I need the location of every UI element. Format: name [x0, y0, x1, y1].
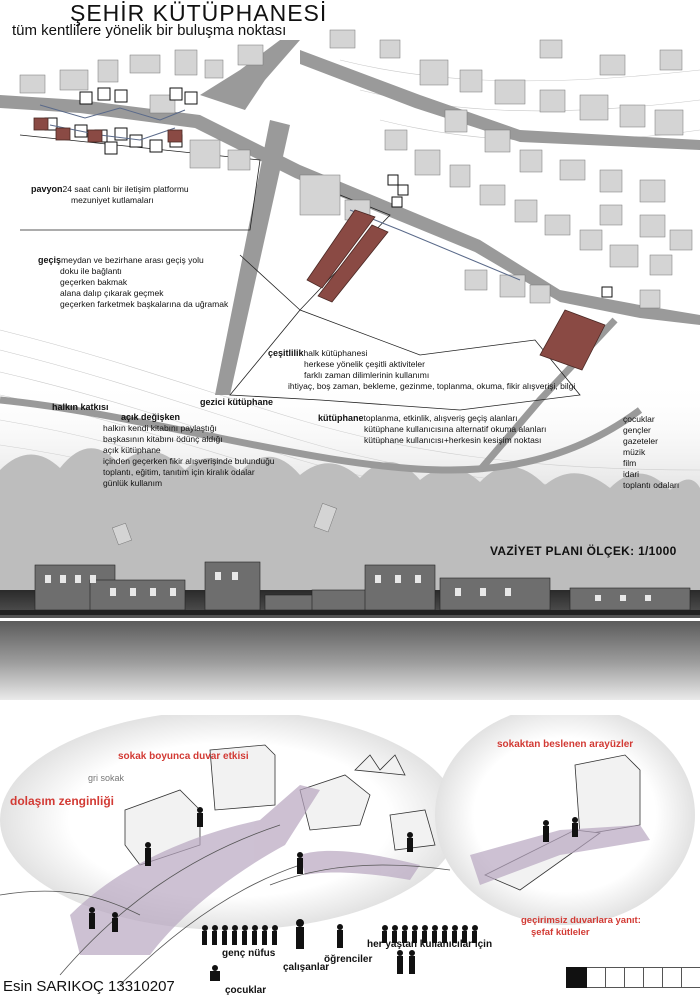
label-gri-sokak: gri sokak [88, 773, 125, 783]
label-gecirimsiz-1: geçirimsiz duvarlara yanıt: [521, 915, 641, 926]
note-gecis-line: geçerken farketmek başkalarına da uğramak [60, 299, 229, 309]
label-gecirimsiz-2: şefaf kütleler [531, 927, 590, 938]
author-credit: Esin SARIKOÇ 13310207 [3, 978, 175, 995]
label-sokak-boyunca: sokak boyunca duvar etkisi [118, 751, 249, 762]
sheet-index-cell [606, 967, 625, 988]
user-label-calisanlar: çalışanlar [283, 962, 330, 973]
sheet-index-cell-active [566, 967, 587, 988]
note-halkin-katkisi: halkın katkısı [52, 402, 109, 412]
sheet-index-cell [663, 967, 682, 988]
note-acik-degisken [103, 412, 275, 489]
note-gecis [38, 255, 228, 310]
right-program-list [623, 414, 679, 491]
note-kutuphane-head: kütüphane [318, 413, 364, 423]
note-cesitlilik-line: ihtiyaç, boş zaman, bekleme, gezinme, toplanma, okuma, fikir alışverişi, bilgi [288, 381, 576, 391]
sheet-index [566, 967, 700, 988]
user-label-cocuklar: çocuklar [225, 985, 267, 996]
note-acik-line: halkın kendi kitabını paylaştığı [103, 423, 217, 433]
note-acik-line: toplantı, eğitim, tanıtım için kiralık odalar [103, 467, 255, 477]
note-kutuphane-line: toplanma, etkinlik, alışveriş geçiş alanları [363, 413, 518, 423]
program-item: çocuklar [623, 414, 655, 424]
sheet-index-cell [644, 967, 663, 988]
note-gecis-head: geçiş [38, 255, 62, 265]
note-pavyon [31, 184, 189, 206]
program-item: film [623, 458, 637, 468]
note-acik-line: başkasının kitabını ödünç aldığı [103, 434, 223, 444]
note-pavyon-line: mezuniyet kutlamaları [71, 195, 154, 205]
note-acik-head: açık değişken [121, 412, 181, 422]
user-label-her-yastan: her yaştan kullanıcılar için [367, 939, 493, 950]
page-title: ŞEHİR KÜTÜPHANESİ [70, 0, 328, 26]
note-cesitlilik-head: çeşitlilik [268, 348, 304, 358]
note-kutuphane [318, 413, 546, 446]
user-label-ogrenciler: öğrenciler [324, 954, 373, 965]
note-kutuphane-line: kütüphane kullanıcısı+herkesin kesişim noktası [364, 435, 542, 445]
note-acik-line: açık kütüphane [103, 445, 161, 455]
note-gezici-kutuphane: gezici kütüphane [200, 397, 274, 407]
note-pavyon-head: pavyon [31, 184, 63, 194]
note-gecis-line: doku ile bağlantı [60, 266, 122, 276]
note-kutuphane-line: kütüphane kullanıcısına alternatif okuma alanları [364, 424, 547, 434]
user-label-genc-nufus: genç nüfus [222, 948, 276, 959]
note-cesitlilik-line: herkese yönelik çeşitli aktiviteler [304, 359, 425, 369]
label-dolasim-zenginligi: dolaşım zenginliği [10, 794, 115, 808]
note-gecis-line: geçerken bakmak [60, 277, 128, 287]
note-acik-line: içinden geçerken fikir alışverişinde bulunduğu [103, 456, 275, 466]
sheet-index-cell [587, 967, 606, 988]
note-pavyon-line: 24 saat canlı bir iletişim platformu [62, 184, 189, 194]
scale-label: VAZİYET PLANI ÖLÇEK: 1/1000 [490, 544, 677, 558]
program-item: toplantı odaları [623, 480, 680, 490]
note-acik-line: günlük kullanım [103, 478, 163, 488]
note-cesitlilik-line: halk kütüphanesi [303, 348, 368, 358]
note-gecis-line: alana dalıp çıkarak geçmek [60, 288, 164, 298]
note-cesitlilik [268, 348, 575, 392]
note-cesitlilik-line: farklı zaman dilimlerinin kullanımı [304, 370, 430, 380]
program-item: gazeteler [623, 436, 658, 446]
library-buildings [34, 118, 605, 370]
note-gecis-line: meydan ve bezirhane arası geçiş yolu [61, 255, 204, 265]
program-item: gençler [623, 425, 651, 435]
program-item: müzik [623, 447, 646, 457]
sheet-index-cell [682, 967, 700, 988]
label-sokaktan-beslenen: sokaktan beslenen arayüzler [497, 739, 634, 750]
program-item: idari [623, 469, 640, 479]
page-subtitle: tüm kentlilere yönelik bir buluşma noktası [12, 22, 287, 39]
sheet-index-cell [625, 967, 644, 988]
